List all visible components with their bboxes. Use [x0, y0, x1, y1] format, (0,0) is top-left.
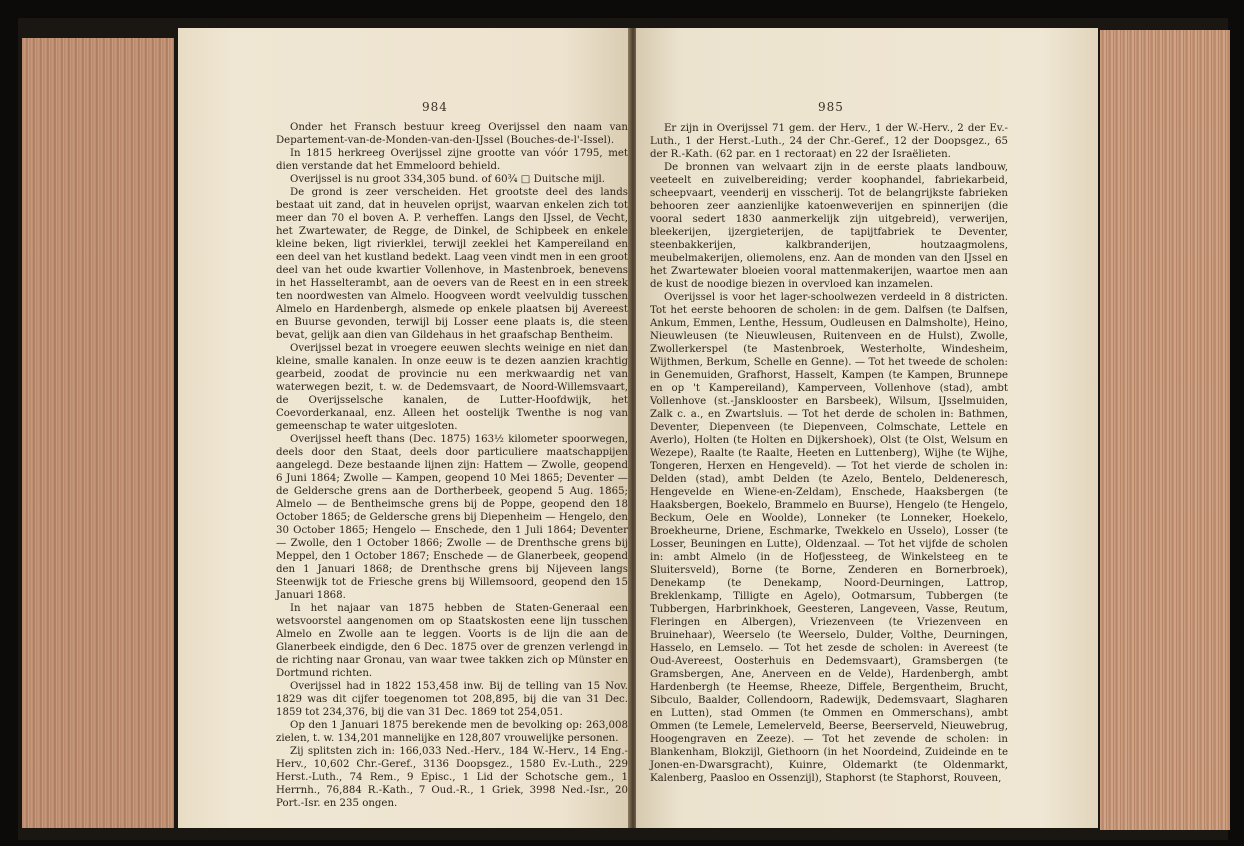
page-text	[276, 121, 628, 810]
page-number: 984	[422, 100, 448, 114]
page-edges-left	[22, 38, 174, 828]
paragraph: De bronnen van welvaart zijn in de eerste plaats landbouw, veeteelt en zuivelbereiding; verder koophandel, fabriekarbeid, scheepvaart, veenderij en visscherij. Tot de belangrijkste fabrieken behooren zeer aanzienlijke katoenweverijen en spinnerijen (die vooral sedert 1830 aanmerkelijk zijn uitgebreid), verwerijen, bleekerijen, ijzergieterijen, de tapijtfabriek te Deventer, steenbakkerijen, kalkbranderijen, houtzaagmolens, meubelmakerijen, oliemolens, enz. Aan de monden van den IJssel en het Zwartewater bloeien vooral mattenmakerijen, waartoe men aan de kust de noodige biezen in overvloed kan inzamelen.	[650, 162, 1008, 290]
paragraph: Er zijn in Overijssel 71 gem. der Herv., 1 der W.-Herv., 2 der Ev.-Luth., 1 der Herst.-Luth., 24 der Chr.-Geref., 12 der Doopsgez., 65 der R.-Kath. (62 par. en 1 rectoraat) en 22 der Israëlieten.	[650, 123, 1008, 160]
paragraph: Overijssel bezat in vroegere eeuwen slechts weinige en niet dan kleine, smalle kanalen. In onze eeuw is te dezen aanzien krachtig gearbeid, zoodat de provincie nu een merkwaardig net van waterwegen bezit, t. w. de Dedemsvaart, de Noord-Willemsvaart, de Overijsselsche kanalen, de Lutter-Hoofdwijk, het Coevorderkanaal, enz. Alleen het oostelijk Twenthe is nog van gemeenschap te water uitgesloten.	[276, 343, 628, 432]
paragraph: Onder het Fransch bestuur kreeg Overijssel den naam van Departement-van-de-Monden-van-den-IJssel (Bouches-de-l'-Issel).	[276, 122, 628, 146]
paragraph: In 1815 herkreeg Overijssel zijne grootte van vóór 1795, met dien verstande dat het Emmeloord behield.	[276, 148, 628, 172]
page-text	[650, 122, 1008, 785]
paragraph: Overijssel is voor het lager-schoolwezen verdeeld in 8 districten. Tot het eerste behooren de scholen: in de gem. Dalfsen (te Dalfsen, Ankum, Emmen, Lenthe, Hessum, Oudleusen en Dalmsholte), Heino, Nieuwleusen (te Nieuwleusen, Ruitenveen en de Hulst), Zwolle, Zwollerkerspel (te Mastenbroek, Westerholte, Windesheim, Wijthmen, Berkum, Schelle en Genne). — Tot het tweede de scholen: in Genemuiden, Grafhorst, Hasselt, Kampen (te Kampen, Brunnepe en op 't Kampereiland), Kamperveen, Vollenhove (stad), ambt Vollenhove (st.-Jansklooster en Barsbeek), Wilsum, IJsselmuiden, Zalk c. a., en Zwartsluis. — Tot het derde de scholen in: Bathmen, Deventer, Diepenveen (te Diepenveen, Colmschate, Lettele en Averlo), Holten (te Holten en Dijkershoek), Olst (te Olst, Welsum en Wezepe), Raalte (te Raalte, Heeten en Luttenberg), Wijhe (te Wijhe, Tongeren, Herxen en Hengeveld). — Tot het vierde de scholen in: Delden (stad), ambt Delden (te Azelo, Bentelo, Deldeneresch, Hengevelde en Wiene-en-Zeldam), Enschede, Haaksbergen (te Haaksbergen, Boekelo, Brammelo en Buurse), Hengelo (te Hengelo, Beckum, Oele en Woolde), Lonneker (te Lonneker, Hoekelo, Broekheurne, Driene, Eschmarke, Twekkelo en Usselo), Losser (te Losser, Beuningen en Lutte), Oldenzaal. — Tot het vijfde de scholen in: ambt Almelo (in de Hofjessteeg, de Winkelsteeg en te Sluitersveld), Borne (te Borne, Zenderen en Bornerbroek), Denekamp (te Denekamp, Noord-Deurningen, Lattrop, Breklenkamp, Tilligte en Agelo), Ootmarsum, Tubbergen (te Tubbergen, Harbrinkhoek, Geesteren, Langeveen, Vasse, Reutum, Fleringen en Albergen), Vriezenveen (te Vriezenveen en Bruinehaar), Weerselo (te Weerselo, Dulder, Volthe, Deurningen, Hasselo, en Lemselo. — Tot het zesde de scholen: in Avereest (te Oud-Avereest, Oosterhuis en Dedemsvaart), Gramsbergen (te Gramsbergen, Ane, Anerveen en de Velde), Hardenbergh, ambt Hardenbergh (te Heemse, Rheeze, Diffele, Bergentheim, Brucht, Sibculo, Baalder, Collendoorn, Radewijk, Dedemsvaart, Slagharen en Lutten), stad Ommen (te Ommen en Ommerschans), ambt Ommen (te Lemele, Lemelerveld, Beerse, Beerserveld, Nieuwebrug, Hoogengraven en Zeeze). — Tot het zevende de scholen: in Blankenham, Blokzijl, Giethoorn (in het Noordeind, Zuideinde en te Jonen-en-Dwarsgracht), Kuinre, Oldemarkt (te Oldenmarkt, Kalenberg, Paasloo en Ossenzijl), Staphorst (te Staphorst, Rouveen,	[650, 292, 1008, 784]
paragraph: Overijssel heeft thans (Dec. 1875) 163½ kilometer spoorwegen, deels door den Staat, deels door particuliere maatschappijen aangelegd. Deze bestaande lijnen zijn: Hattem — Zwolle, geopend 6 Juni 1864; Zwolle — Kampen, geopend 10 Mei 1865; Deventer — de Geldersche grens aan de Dortherbeek, geopend 5 Aug. 1865; Almelo — de Bentheimsche grens bij de Poppe, geopend den 18 October 1865; de Geldersche grens bij Diepenheim — Hengelo, den 30 October 1865; Hengelo — Enschede, den 1 Juli 1864; Deventer — Zwolle, den 1 October 1866; Zwolle — de Drenthsche grens bij Meppel, den 1 October 1867; Enschede — de Glanerbeek, geopend den 1 Januari 1868; de Drenthsche grens bij Nijeveen langs Steenwijk tot de Friesche grens bij Willemsoord, geopend den 15 Januari 1868.	[276, 434, 628, 601]
paragraph: In het najaar van 1875 hebben de Staten-Generaal een wetsvoorstel aangenomen om op Staatskosten eene lijn tusschen Almelo en Zwolle aan te leggen. Voorts is de lijn die aan de Glanerbeek eindigde, den 6 Dec. 1875 over de grenzen verlengd in de richting naar Gronau, van waar twee takken zich op Münster en Dortmund richten.	[276, 603, 628, 679]
paragraph: Op den 1 Januari 1875 berekende men de bevolking op: 263,008 zielen, t. w. 134,201 mannelijke en 128,807 vrouwelijke personen.	[276, 720, 628, 744]
paragraph: Overijssel had in 1822 153,458 inw. Bij de telling van 15 Nov. 1829 was dit cijfer toegenomen tot 208,895, bij die van 31 Dec. 1859 tot 234,376, bij die van 31 Dec. 1869 tot 254,051.	[276, 681, 628, 718]
page-number: 985	[818, 100, 844, 114]
paragraph: De grond is zeer verscheiden. Het grootste deel des lands bestaat uit zand, dat in heuvelen oprijst, waarvan enkelen zich tot meer dan 70 el boven A. P. verheffen. Langs den IJssel, de Vecht, het Zwartewater, de Regge, de Dinkel, de Schipbeek en enkele kleine beken, ligt rivierklei, terwijl zeeklei het Kampereiland en een deel van het kustland bedekt. Laag veen vindt men in een groot deel van het oude kwartier Vollenhove, in Mastenbroek, benevens in het Hasselterambt, aan de oevers van de Reest en in een streek ten noordwesten van Almelo. Hoogveen wordt veelvuldig tusschen Almelo en Hardenbergh, alsmede op enkele plaatsen bij Avereest en Buurse gevonden, terwijl bij Losser eene plaats is, die steen bevat, gelijk aan dien van Gildehaus in het graafschap Bentheim.	[276, 187, 628, 341]
paragraph: Overijssel is nu groot 334,305 bund. of 60¾ □ Duitsche mijl.	[290, 174, 605, 185]
page-edges-right	[1100, 30, 1230, 830]
left-page	[178, 28, 630, 828]
right-page	[636, 28, 1098, 828]
paragraph: Zij splitsten zich in: 166,033 Ned.-Herv., 184 W.-Herv., 14 Eng.-Herv., 10,602 Chr.-Geref., 3136 Doopsgez., 1580 Ev.-Luth., 229 Herst.-Luth., 74 Rem., 9 Episc., 1 Lid der Schotsche gem., 1 Herrnh., 76,884 R.-Kath., 7 Oud.-R., 1 Griek, 3998 Ned.-Isr., 20 Port.-Isr. en 235 ongen.	[276, 746, 628, 809]
